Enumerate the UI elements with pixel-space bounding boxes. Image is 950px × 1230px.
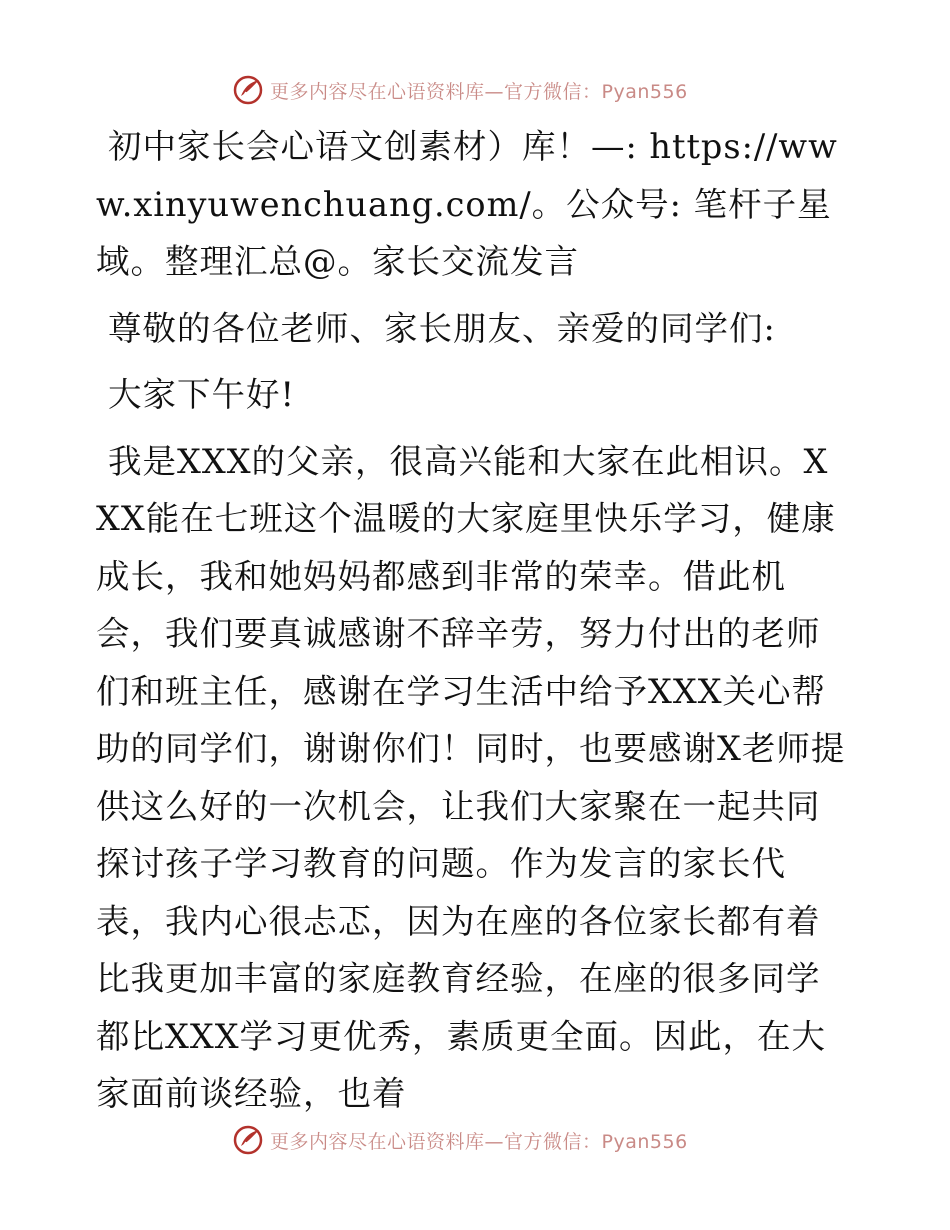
document-body [96, 118, 848, 1123]
watermark-text: 更多内容尽在心语资料库—官方微信：Pyan556 [270, 80, 688, 103]
watermark-text: 更多内容尽在心语资料库—官方微信：Pyan556 [270, 1130, 688, 1153]
salutation: 尊敬的各位老师、家长朋友、亲爱的同学们: [108, 308, 776, 348]
quill-logo-icon [232, 74, 264, 106]
header-watermark [232, 70, 752, 110]
speech-paragraph: 我是XXX的父亲，很高兴能和大家在此相识。XXX能在七班这个温暖的大家庭里快乐学习，健康成长，我和她妈妈都感到非常的荣幸。借此机会，我们要真诚感谢不辞辛劳，努力付出的老师们和班主任，感谢在学习生活中给予XXX关心帮助的同学们，谢谢你们！同时，也要感谢X老师提供这么好的一次机会，让我们大家聚在一起共同探讨孩子学习教育的问题。作为发言的家长代表，我内心很忐忑，因为在座的各位家长都有着比我更加丰富的家庭教育经验，在座的很多同学都比XXX学习更优秀，素质更全面。因此，在大家面前谈经验，也着 [96, 441, 846, 1113]
footer-watermark [232, 1120, 752, 1160]
greeting: 大家下午好! [108, 375, 295, 414]
quill-logo-icon [232, 1124, 264, 1156]
source-line: 初中家长会心语文创素材）库！—: https://www.xinyuwenchuang.com/。公众号: 笔杆子星域。整理汇总@。家长交流发言 [96, 127, 838, 281]
